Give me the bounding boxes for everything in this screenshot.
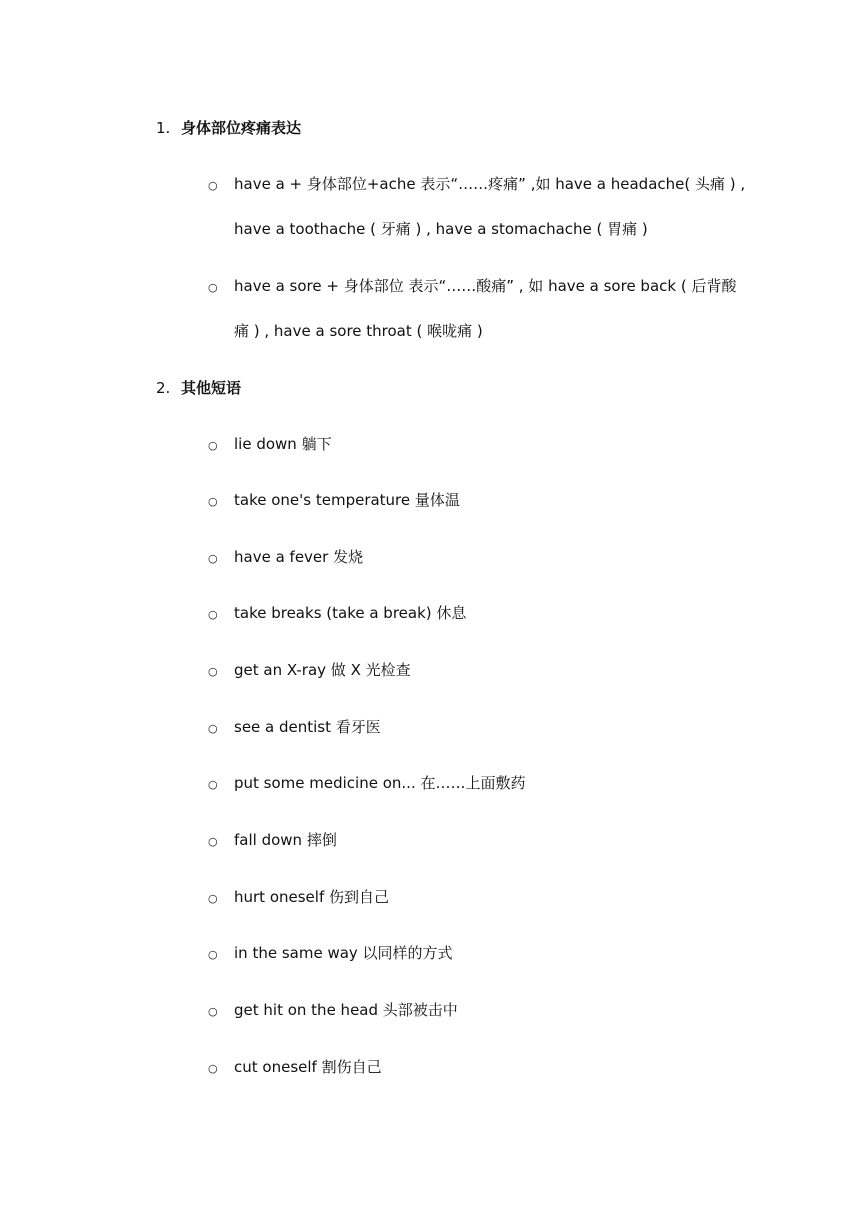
list-item [208, 931, 748, 976]
list-item [208, 264, 748, 354]
list-item [208, 535, 748, 580]
bullet-circle-icon: ○ [208, 665, 218, 678]
bullet-circle-icon: ○ [208, 948, 218, 961]
list-item [208, 705, 748, 750]
section-heading-1 [156, 118, 301, 138]
bullet-circle-icon: ○ [208, 281, 218, 294]
list-item-text: take one's temperature 量体温 [234, 491, 460, 509]
bullet-circle-icon: ○ [208, 495, 218, 508]
bullet-circle-icon: ○ [208, 1062, 218, 1075]
list-item [208, 422, 748, 467]
section-title: 其他短语 [181, 379, 242, 397]
bullet-circle-icon: ○ [208, 552, 218, 565]
section-number: 2. [156, 379, 171, 397]
list-item [208, 478, 748, 523]
list-item [208, 162, 748, 252]
bullet-circle-icon: ○ [208, 1005, 218, 1018]
list-item [208, 818, 748, 863]
bullet-circle-icon: ○ [208, 608, 218, 621]
bullet-circle-icon: ○ [208, 722, 218, 735]
list-item [208, 648, 748, 693]
list-item [208, 1045, 748, 1090]
list-item-text: take breaks (take a break) 休息 [234, 604, 467, 622]
list-item-text: see a dentist 看牙医 [234, 718, 381, 736]
list-item-text: put some medicine on... 在……上面敷药 [234, 774, 526, 792]
list-item-text: get hit on the head 头部被击中 [234, 1001, 458, 1019]
list-item-text: hurt oneself 伤到自己 [234, 888, 390, 906]
list-item-text: fall down 摔倒 [234, 831, 337, 849]
bullet-circle-icon: ○ [208, 179, 218, 192]
list-item [208, 875, 748, 920]
section-heading-2 [156, 378, 241, 398]
bullet-circle-icon: ○ [208, 892, 218, 905]
list-item-text: have a sore + 身体部位 表示“……酸痛” , 如 have a sore back ( 后背酸痛 ) , have a sore throat ( 喉咙痛 ) [234, 277, 737, 340]
list-item-text: have a + 身体部位+ache 表示“……疼痛” ,如 have a headache( 头痛 ) , have a toothache ( 牙痛 ) , have a stomachache ( 胃痛 ) [234, 175, 746, 238]
bullet-circle-icon: ○ [208, 835, 218, 848]
list-item-text: in the same way 以同样的方式 [234, 944, 453, 962]
section-number: 1. [156, 119, 171, 137]
list-item-text: get an X-ray 做 X 光检查 [234, 661, 411, 679]
bullet-circle-icon: ○ [208, 439, 218, 452]
list-item [208, 988, 748, 1033]
section-title: 身体部位疼痛表达 [181, 119, 302, 137]
bullet-circle-icon: ○ [208, 778, 218, 791]
list-item [208, 591, 748, 636]
list-item-text: lie down 躺下 [234, 435, 332, 453]
list-item [208, 761, 748, 806]
list-item-text: cut oneself 割伤自己 [234, 1058, 382, 1076]
list-item-text: have a fever 发烧 [234, 548, 364, 566]
